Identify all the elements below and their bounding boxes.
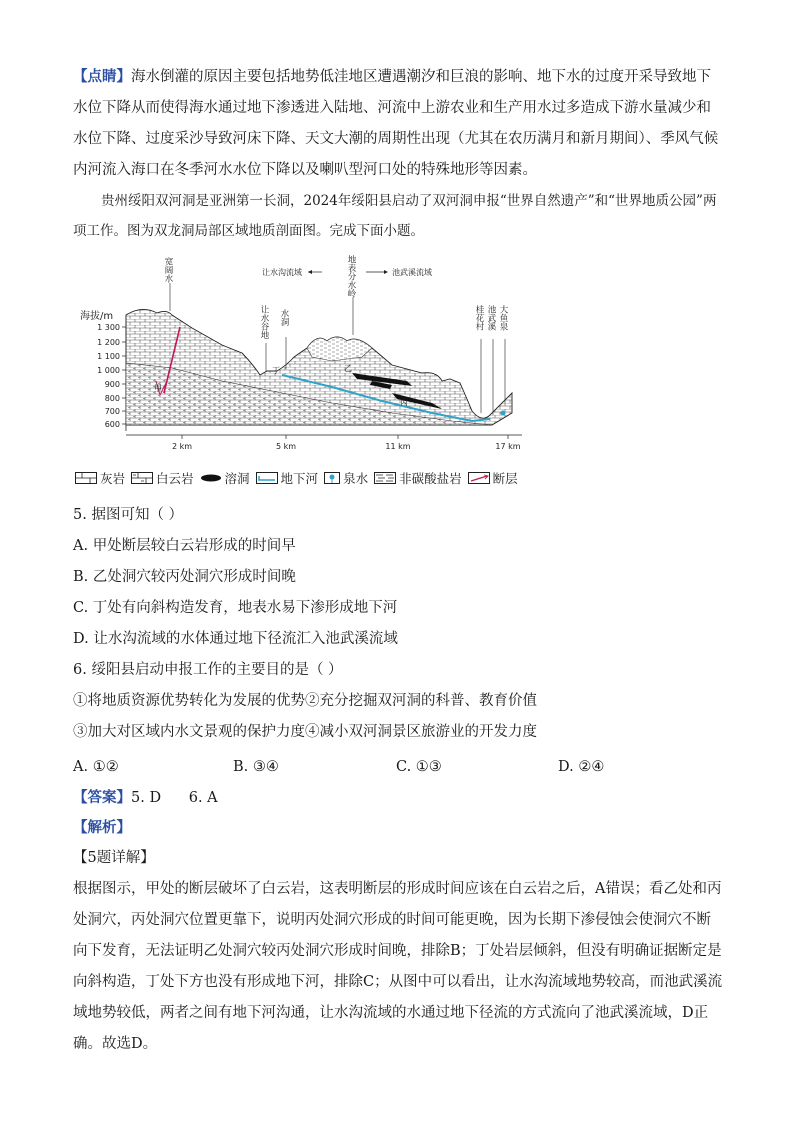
y-tick-label: 700	[104, 407, 120, 416]
dianjing-paragraph	[73, 61, 723, 186]
legend-noncarbonate: 非碳酸盐岩	[374, 469, 462, 487]
label-shuidong: 水洞	[279, 309, 289, 326]
q6-option-c: C. ①③	[396, 759, 442, 775]
label-kuankuoshui: 宽阔水	[163, 257, 173, 283]
x-tick-label: 11 km	[385, 442, 411, 451]
q6-option-a: A. ①②	[73, 759, 119, 775]
spring-symbol	[501, 411, 506, 416]
legend-dolomite: 白云岩	[131, 469, 194, 487]
limestone-icon	[75, 472, 97, 484]
q6-option-b: B. ③④	[233, 759, 279, 775]
y-tick-label: 600	[104, 420, 120, 429]
q5-option-b: B. 乙处洞穴较丙处洞穴形成时间晚	[73, 569, 296, 585]
q6-stem: 6. 绥阳县启动申报工作的主要目的是（ ）	[73, 662, 343, 678]
answer-line	[73, 782, 723, 814]
legend-cave: 溶洞	[200, 469, 250, 487]
mark-jia: 甲	[154, 384, 162, 393]
q6-statement-2: ③加大对区域内水文景观的保护力度④减小双河洞景区旅游业的开发力度	[73, 724, 537, 740]
x-tick-label: 5 km	[275, 442, 297, 451]
y-tick-label: 900	[104, 380, 120, 389]
label-chiwuxi: 池武溪	[486, 305, 496, 331]
dianjing-tag: 【点睛】	[73, 68, 131, 85]
intro-text: 贵州绥阳双河洞是亚洲第一长洞，2024年绥阳县启动了双河洞申报“世界自然遗产”和“世界地质公园”两项工作。图为双龙洞局部区域地质剖面图。完成下面小题。	[73, 193, 717, 239]
y-tick-label: 800	[104, 394, 120, 403]
figure-legend	[75, 467, 524, 489]
mark-yi: 乙	[344, 364, 352, 373]
q5-option-c: C. 丁处有向斜构造发育，地表水易下渗形成地下河	[73, 600, 398, 616]
jiexi-heading: 【解析】	[73, 819, 131, 836]
answer-text: 5. D 6. A	[131, 790, 218, 806]
label-divide: 地表分水岭	[346, 255, 356, 298]
y-tick-label: 1 100	[97, 352, 120, 361]
x-tick-label: 17 km	[495, 442, 521, 451]
mark-bing: 丙	[400, 398, 408, 407]
dianjing-text: 海水倒灌的原因主要包括地势低洼地区遭遇潮汐和巨浪的影响、地下水的过度开采导致地下水位下降从而使得海水通过地下渗透进入陆地、河流中上游农业和生产用水过多造成下游水量减少和水位下降、过度采沙导致河床下降、天文大潮的周期性出现（尤其在农历满月和新月期间）、季风气候内河流入海口在冬季河水水位下降以及喇叭型河口处的特殊地形等因素。	[73, 69, 719, 178]
q5-option-d: D. 让水沟流域的水体通过地下径流汇入池武溪流域	[73, 631, 398, 647]
x-tick-label: 2 km	[171, 442, 193, 451]
label-rangshuigou-basin: 让水沟流域	[262, 268, 302, 277]
detail5-heading: 【5题详解】	[73, 850, 155, 866]
mark-ding: 丁	[272, 366, 280, 375]
q6-option-d: D. ②④	[558, 759, 605, 775]
underground-river-icon	[256, 472, 278, 484]
y-axis-label: 海拔/m	[80, 311, 114, 322]
legend-underground-river: 地下河	[256, 469, 319, 487]
label-guihuacun: 桂花村	[474, 305, 484, 331]
y-tick-label: 1 000	[97, 366, 120, 375]
geologic-profile-figure	[72, 253, 532, 489]
x-axis-ticks	[172, 435, 521, 451]
q6-options	[73, 752, 723, 783]
q6-statement-1: ①将地质资源优势转化为发展的优势②充分挖掘双河洞的科普、教育价值	[73, 693, 537, 709]
dolomite-icon	[131, 472, 153, 484]
legend-spring: 泉水	[324, 469, 368, 487]
y-axis-ticks	[97, 323, 126, 429]
label-chiwuxi-basin: 池武溪流域	[392, 268, 432, 277]
noncarbonate-icon	[374, 472, 396, 484]
detail5-text: 根据图示，甲处的断层破坏了白云岩，这表明断层的形成时间应该在白云岩之后，A错误；看乙处和丙处洞穴，丙处洞穴位置更靠下，说明丙处洞穴形成的时间可能更晚，因为长期下渗侵蚀会使洞穴不断向下发育，无法证明乙处洞穴较丙处洞穴形成时间晚，排除B；丁处岩层倾斜，但没有明确证据断定是向斜构造，丁处下方也没有形成地下河，排除C；从图中可以看出，让水沟流域地势较高，而池武溪流域地势较低，两者之间有地下河沟通，让水沟流域的水通过地下径流的方式流向了池武溪流域，D正确。故选D。	[73, 881, 723, 1052]
spring-icon	[324, 472, 340, 484]
q5-option-a: A. 甲处断层较白云岩形成的时间早	[73, 538, 296, 554]
q5-stem: 5. 据图可知（ ）	[73, 507, 184, 523]
legend-fault: 断层	[468, 469, 518, 487]
label-rangshuigudi: 让水谷地	[259, 305, 269, 339]
fault-icon	[468, 472, 490, 484]
label-dayuquan: 大鱼泉	[498, 305, 508, 331]
cave-icon	[200, 472, 222, 484]
y-tick-label: 1 200	[97, 338, 120, 347]
y-tick-label: 1 300	[97, 323, 120, 332]
answer-tag: 【答案】	[73, 789, 131, 806]
legend-limestone: 灰岩	[75, 469, 125, 487]
question-intro	[73, 186, 723, 246]
